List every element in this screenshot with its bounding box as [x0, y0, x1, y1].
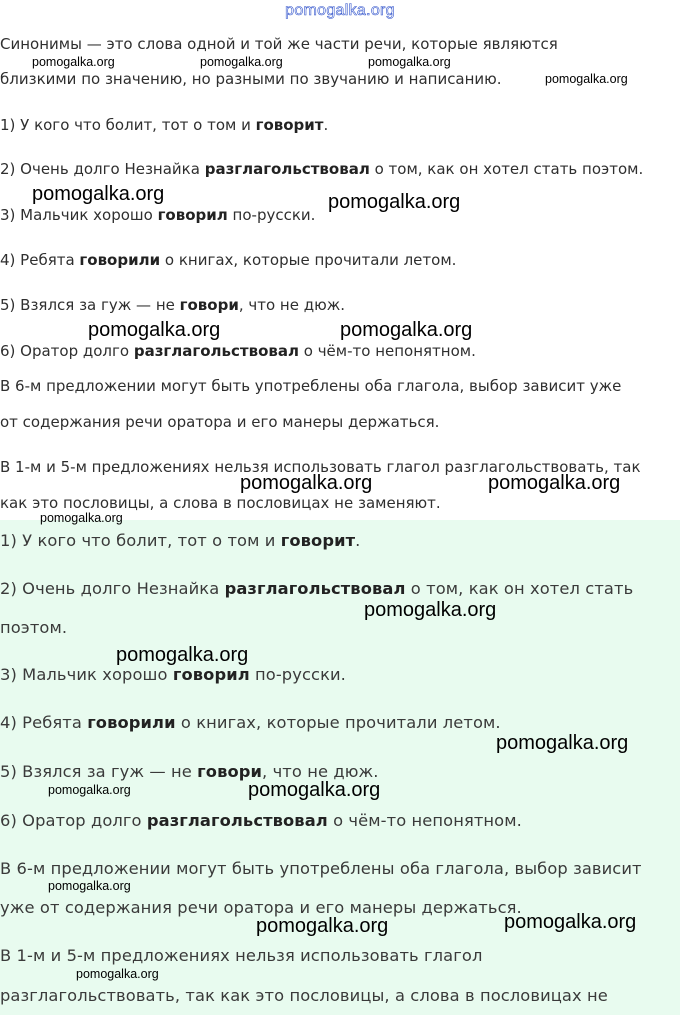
panel-explanation-2-line-2: разглагольствовать, так как это пословицы, а слова в пословицах не: [0, 986, 608, 1005]
panel-sentence-2: 2) Очень долго Незнайка разглагольствовал о том, как он хотел стать: [0, 579, 634, 598]
watermark: pomogalka.org: [496, 732, 629, 754]
intro-line-1: Синонимы — это слова одной и той же части речи, которые являются: [0, 35, 558, 53]
intro-line-2: близкими по значению, но разными по звучанию и написанию.: [0, 70, 502, 88]
watermark: pomogalka.org: [248, 779, 381, 801]
panel-sentence-5: 5) Взялся за гуж — не говори, что не дюж.: [0, 762, 379, 781]
explanation-1-line-2: от содержания речи оратора и его манеры держаться.: [0, 413, 440, 431]
watermark: pomogalka.org: [364, 599, 497, 621]
watermark: pomogalka.org: [488, 472, 621, 494]
watermark: pomogalka.org: [32, 55, 115, 69]
panel-explanation-1-line-1: В 6-м предложении могут быть употреблены оба глагола, выбор зависит: [0, 859, 642, 878]
watermark: pomogalka.org: [368, 55, 451, 69]
watermark: pomogalka.org: [240, 472, 373, 494]
sentence-2: 2) Очень долго Незнайка разглагольствовал о том, как он хотел стать поэтом.: [0, 160, 644, 178]
watermark: pomogalka.org: [48, 783, 131, 797]
sentence-5: 5) Взялся за гуж — не говори, что не дюж.: [0, 296, 345, 314]
panel-sentence-1: 1) У кого что болит, тот о том и говорит.: [0, 531, 361, 550]
watermark: pomogalka.org: [48, 879, 131, 893]
watermark: pomogalka.org: [545, 72, 628, 86]
watermark: pomogalka.org: [256, 915, 389, 937]
watermark: pomogalka.org: [504, 911, 637, 933]
panel-explanation-2-line-1: В 1-м и 5-м предложениях нельзя использовать глагол: [0, 946, 483, 965]
sentence-1: 1) У кого что болит, тот о том и говорит.: [0, 116, 329, 134]
explanation-2-line-2: как это пословицы, а слова в пословицах не заменяют.: [0, 494, 441, 512]
watermark: pomogalka.org: [328, 191, 461, 213]
sentence-6: 6) Оратор долго разглагольствовал о чём-то непонятном.: [0, 342, 476, 360]
explanation-2-line-1: В 1-м и 5-м предложениях нельзя использовать глагол разглагольствовать, так: [0, 458, 641, 476]
panel-sentence-6: 6) Оратор долго разглагольствовал о чём-то непонятном.: [0, 811, 522, 830]
watermark: pomogalka.org: [76, 967, 159, 981]
panel-sentence-4: 4) Ребята говорили о книгах, которые прочитали летом.: [0, 713, 501, 732]
site-logo[interactable]: pomogalka.org: [285, 2, 395, 19]
panel-sentence-2-cont: поэтом.: [0, 618, 68, 637]
panel-sentence-3: 3) Мальчик хорошо говорил по-русски.: [0, 665, 346, 684]
watermark: pomogalka.org: [88, 319, 221, 341]
explanation-1-line-1: В 6-м предложении могут быть употреблены оба глагола, выбор зависит уже: [0, 377, 622, 395]
sentence-4: 4) Ребята говорили о книгах, которые прочитали летом.: [0, 251, 457, 269]
watermark: pomogalka.org: [200, 55, 283, 69]
sentence-3: 3) Мальчик хорошо говорил по-русски.: [0, 206, 316, 224]
panel-explanation-1-line-2: уже от содержания речи оратора и его манеры держаться.: [0, 898, 522, 917]
watermark: pomogalka.org: [340, 319, 473, 341]
watermark: pomogalka.org: [116, 644, 249, 666]
watermark: pomogalka.org: [32, 183, 165, 205]
watermark: pomogalka.org: [40, 511, 123, 525]
